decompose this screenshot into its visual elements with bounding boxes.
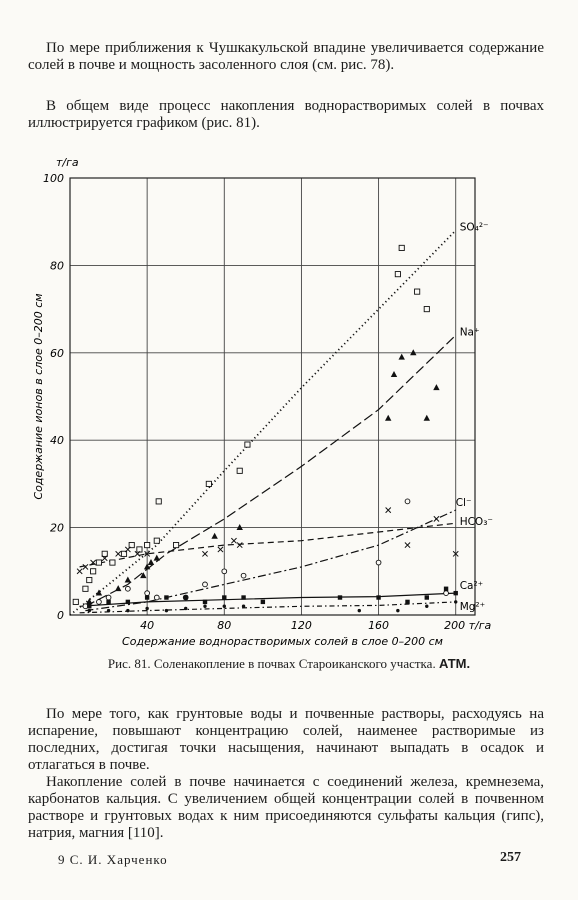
y-unit-label: т/га — [56, 156, 79, 169]
data-point — [145, 542, 150, 547]
data-point — [405, 600, 409, 604]
series-label: Cl⁻ — [455, 497, 472, 510]
data-point — [125, 547, 130, 552]
data-point — [184, 595, 188, 599]
data-point — [376, 595, 380, 599]
data-point — [241, 573, 246, 578]
y-axis-label: Содержание ионов в слое 0–200 см — [32, 293, 45, 500]
data-point — [410, 349, 416, 355]
data-point — [231, 538, 236, 543]
plot-frame — [70, 178, 475, 615]
data-point — [203, 600, 207, 604]
x-tick-label: 40 — [140, 619, 155, 632]
data-point — [77, 569, 82, 574]
data-point — [106, 600, 110, 604]
data-point — [424, 307, 429, 312]
data-point — [154, 555, 160, 561]
data-point — [241, 595, 245, 599]
data-point — [125, 576, 131, 582]
x-tick-label: 120 — [290, 619, 312, 632]
paragraph-2: В общем виде процесс накопления воднорастворимых солей в почвах иллюстрируется графиком (рис. 81). — [28, 98, 544, 131]
paragraph-4: Накопление солей в почве начинается с соединений железа, кремнезема, карбонатов кальция. С увеличением общей концентрации солей в почвенном растворе и грунтовых водах к ним присоединяются сульфаты кальция (гипс), натрия, магния [110]. — [28, 774, 544, 841]
data-point — [237, 542, 242, 547]
data-point — [444, 591, 449, 596]
data-point — [87, 577, 92, 582]
data-point — [376, 560, 381, 565]
data-point — [222, 569, 227, 574]
data-point — [145, 595, 149, 599]
series-label: Ca²⁺ — [459, 580, 484, 593]
data-point — [358, 609, 361, 612]
data-point — [405, 499, 410, 504]
data-point — [203, 605, 206, 608]
data-point — [203, 582, 208, 587]
y-tick-label: 60 — [50, 346, 64, 360]
data-point — [83, 586, 88, 591]
data-point — [154, 538, 159, 543]
data-point — [184, 607, 187, 610]
data-point — [454, 600, 457, 603]
data-point — [415, 289, 420, 294]
y-tick-label: 40 — [50, 434, 64, 448]
data-point — [206, 481, 211, 486]
data-point — [102, 551, 107, 556]
y-tick-label: 0 — [57, 609, 64, 622]
data-point — [425, 595, 429, 599]
data-point — [261, 600, 265, 604]
y-tick-label: 20 — [50, 521, 64, 535]
data-point — [173, 542, 178, 547]
data-point — [399, 245, 404, 250]
data-point — [145, 591, 150, 596]
page-number: 257 — [500, 850, 521, 865]
data-point — [145, 607, 148, 610]
data-point — [395, 272, 400, 277]
data-point — [126, 609, 129, 612]
data-point — [391, 371, 397, 377]
data-point — [164, 595, 168, 599]
data-point — [107, 609, 110, 612]
data-point — [140, 572, 146, 578]
caption-atm: АТМ. — [438, 656, 471, 671]
data-point — [434, 516, 439, 521]
data-point — [338, 595, 342, 599]
data-point — [154, 595, 159, 600]
data-point — [433, 384, 439, 390]
data-point — [116, 551, 121, 556]
data-point — [454, 591, 458, 595]
data-point — [399, 354, 405, 360]
data-point — [386, 508, 391, 513]
data-point — [148, 559, 154, 565]
x-axis-label: Содержание воднорастворимых солей в слое 0–200 см — [122, 635, 443, 648]
data-point — [405, 542, 410, 547]
trend-line — [80, 523, 456, 567]
data-point — [237, 524, 243, 530]
salt-accumulation-chart — [0, 150, 578, 650]
data-point — [396, 609, 399, 612]
data-point — [211, 533, 217, 539]
data-point — [218, 547, 223, 552]
trend-line — [85, 335, 455, 606]
x-tick-label: 200 т/га — [444, 619, 492, 632]
data-point — [444, 587, 448, 591]
data-point — [156, 499, 161, 504]
paragraph-1: По мере приближения к Чушкакульской впадине увеличивается содержание солей в почве и мощность засоленного слоя (см. рис. 78). — [28, 40, 544, 73]
data-point — [202, 551, 207, 556]
data-point — [424, 415, 430, 421]
x-tick-label: 80 — [217, 619, 232, 632]
data-point — [222, 595, 226, 599]
data-point — [83, 564, 88, 569]
data-point — [96, 590, 102, 596]
data-point — [91, 569, 96, 574]
data-point — [97, 599, 102, 604]
data-point — [385, 415, 391, 421]
data-point — [125, 586, 130, 591]
data-point — [223, 605, 226, 608]
y-tick-label: 80 — [50, 259, 64, 273]
footer-signature: 9 С. И. Харченко — [58, 852, 168, 867]
paragraph-3: По мере того, как грунтовые воды и почвенные растворы, расходуясь на испарение, повышают концентрацию солей, наименее растворимые из последних, достигая точки насыщения, начинают выпадать в осадок и отлагаться в почве. — [28, 706, 544, 773]
series-label: SO₄²⁻ — [459, 221, 489, 234]
data-point — [87, 604, 91, 608]
series-label: HCO₃⁻ — [459, 516, 493, 529]
data-point — [126, 600, 130, 604]
y-tick-label: 100 — [43, 172, 64, 185]
data-point — [425, 605, 428, 608]
series-label: Mg²⁺ — [459, 600, 486, 613]
figure-caption — [0, 656, 578, 672]
data-point — [115, 585, 121, 591]
series-label: Na⁺ — [459, 326, 480, 339]
data-point — [237, 468, 242, 473]
x-tick-label: 160 — [368, 619, 390, 632]
data-point — [242, 605, 245, 608]
data-point — [165, 609, 168, 612]
data-point — [245, 442, 250, 447]
data-point — [88, 609, 91, 612]
data-point — [106, 595, 111, 600]
trend-line — [70, 230, 456, 615]
data-point — [110, 560, 115, 565]
trend-line — [80, 593, 456, 606]
caption-text: Рис. 81. Соленакопление в почвах Староиканского участка. — [107, 656, 436, 671]
data-point — [96, 560, 101, 565]
data-point — [73, 599, 78, 604]
